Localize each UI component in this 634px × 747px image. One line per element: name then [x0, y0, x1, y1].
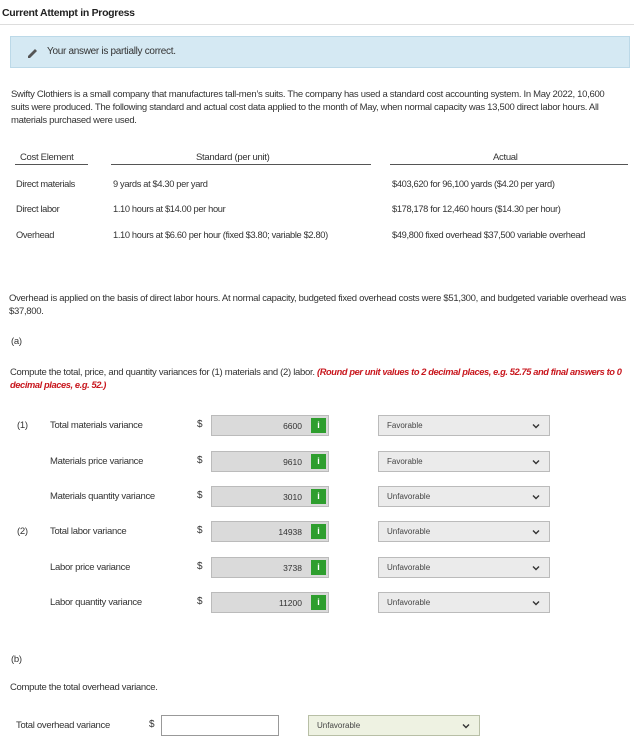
correct-check-icon: i: [311, 524, 326, 539]
variance-type-value: Unfavorable: [387, 563, 431, 572]
variance-type-select[interactable]: [378, 486, 550, 507]
chevron-down-icon: [531, 527, 541, 537]
currency-symbol: $: [149, 719, 155, 730]
rule-element: [15, 164, 88, 165]
variance-type-value: Unfavorable: [387, 492, 431, 501]
correct-check-icon: i: [311, 454, 326, 469]
variance-type-select[interactable]: [378, 592, 550, 613]
variance-amount-value: 9610: [283, 457, 302, 467]
variance-type-select[interactable]: [378, 557, 550, 578]
chevron-down-icon: [531, 421, 541, 431]
header-divider: [0, 24, 634, 25]
group-materials-label: (1): [17, 420, 28, 431]
row-element: Direct materials: [16, 179, 75, 189]
variance-amount-input[interactable]: [211, 415, 329, 436]
row-actual: $403,620 for 96,100 yards ($4.20 per yard): [392, 179, 555, 189]
chevron-down-icon: [531, 492, 541, 502]
overhead-variance-type-select[interactable]: [308, 715, 480, 736]
row-standard: 9 yards at $4.30 per yard: [113, 179, 208, 189]
correct-check-icon: i: [311, 560, 326, 575]
variance-amount-input[interactable]: [211, 521, 329, 542]
currency-symbol: $: [197, 419, 203, 430]
chevron-down-icon: [531, 457, 541, 467]
problem-intro: Swifty Clothiers is a small company that manufactures tall-men’s suits. The company has used a standard cost accounting system. In May 2022, 10,600 suits were produced. The following standard and actual cost data applied to the month of May, when normal capacity was 13,500 direct labor hours. All materials purchased were used.: [11, 89, 605, 126]
variance-label: Total materials variance: [50, 420, 143, 431]
rounding-note: (Round per unit values to 2 decimal places, e.g. 52.75 and final answers to 0 decimal places, e.g. 52.): [10, 367, 622, 390]
variance-amount-value: 6600: [283, 421, 302, 431]
variance-label: Labor quantity variance: [50, 597, 142, 608]
variance-amount-input[interactable]: [211, 486, 329, 507]
variance-label: Labor price variance: [50, 562, 131, 573]
col-header-element: Cost Element: [20, 152, 74, 163]
variance-type-select[interactable]: [378, 415, 550, 436]
variance-type-value: Unfavorable: [387, 598, 431, 607]
variance-amount-value: 14938: [278, 527, 302, 537]
overhead-note: Overhead is applied on the basis of direct labor hours. At normal capacity, budgeted fixed overhead costs were $51,300, and budgeted variable overhead was $37,800.: [9, 293, 626, 317]
currency-symbol: $: [197, 561, 203, 572]
overhead-variance-type-value: Unfavorable: [317, 721, 361, 730]
currency-symbol: $: [197, 455, 203, 466]
variance-amount-input[interactable]: [211, 557, 329, 578]
part-a-label: (a): [11, 336, 22, 347]
currency-symbol: $: [197, 596, 203, 607]
variance-amount-value: 11200: [278, 598, 302, 608]
row-actual: $49,800 fixed overhead $37,500 variable overhead: [392, 230, 586, 240]
part-b-label: (b): [11, 654, 22, 665]
col-header-standard: Standard (per unit): [196, 152, 270, 163]
part-a-instruction-block: [10, 366, 630, 392]
variance-label: Materials price variance: [50, 456, 144, 467]
currency-symbol: $: [197, 525, 203, 536]
overhead-variance-input[interactable]: [161, 715, 279, 736]
correct-check-icon: i: [311, 595, 326, 610]
partial-correct-alert: [10, 36, 630, 68]
chevron-down-icon: [531, 598, 541, 608]
group-labor-label: (2): [17, 526, 28, 537]
variance-label: Materials quantity variance: [50, 491, 155, 502]
row-element: Direct labor: [16, 204, 60, 214]
overhead-variance-label: Total overhead variance: [16, 720, 110, 731]
row-element: Overhead: [16, 230, 55, 240]
variance-type-select[interactable]: [378, 521, 550, 542]
rule-standard: [111, 164, 371, 165]
variance-amount-value: 3010: [283, 492, 302, 502]
correct-check-icon: i: [311, 489, 326, 504]
variance-type-value: Favorable: [387, 457, 423, 466]
variance-amount-input[interactable]: [211, 451, 329, 472]
variance-amount-input[interactable]: [211, 592, 329, 613]
alert-message: Your answer is partially correct.: [47, 46, 176, 57]
variance-type-value: Unfavorable: [387, 527, 431, 536]
part-a-instruction: Compute the total, price, and quantity variances for (1) materials and (2) labor.: [10, 367, 315, 378]
part-b-instruction: Compute the total overhead variance.: [10, 682, 158, 693]
col-header-actual: Actual: [493, 152, 518, 163]
rule-actual: [390, 164, 628, 165]
variance-type-select[interactable]: [378, 451, 550, 472]
row-actual: $178,178 for 12,460 hours ($14.30 per hour): [392, 204, 561, 214]
variance-amount-value: 3738: [283, 563, 302, 573]
pencil-icon: [27, 47, 39, 59]
currency-symbol: $: [197, 490, 203, 501]
variance-type-value: Favorable: [387, 421, 423, 430]
chevron-down-icon: [461, 721, 471, 731]
row-standard: 1.10 hours at $14.00 per hour: [113, 204, 226, 214]
row-standard: 1.10 hours at $6.60 per hour (fixed $3.80; variable $2.80): [113, 230, 328, 240]
chevron-down-icon: [531, 563, 541, 573]
variance-label: Total labor variance: [50, 526, 127, 537]
page-title: Current Attempt in Progress: [2, 7, 135, 19]
correct-check-icon: i: [311, 418, 326, 433]
